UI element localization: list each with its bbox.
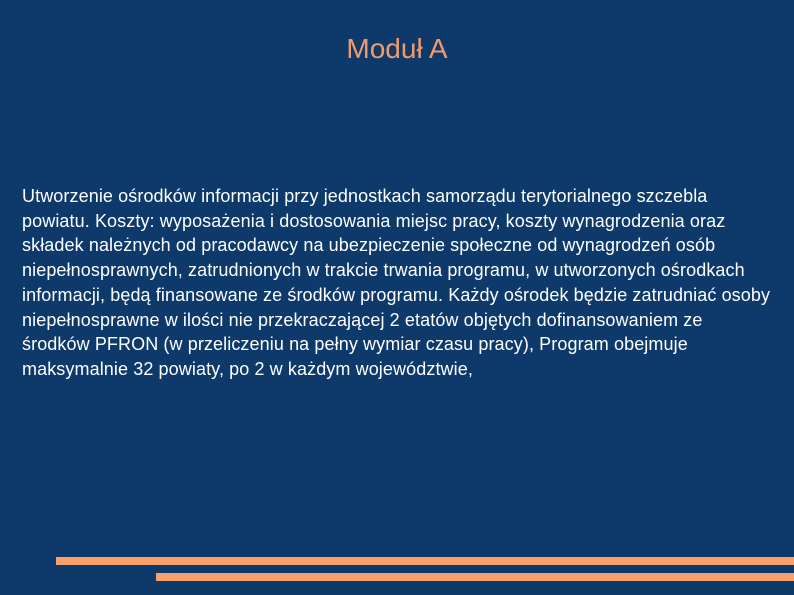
slide-body-text: Utworzenie ośrodków informacji przy jednostkach samorządu terytorialnego szczebla powiatu. Koszty: wyposażenia i dostosowania miejsc pracy, koszty wynagrodzenia oraz składek należnych od pracodawcy na ubezpieczenie społeczne od wynagrodzeń osób niepełnosprawnych, zatrudnionych w trakcie trwania programu, w utworzonych ośrodkach informacji, będą finansowane ze środków programu. Każdy ośrodek będzie zatrudniać osoby niepełnosprawne w ilości nie przekraczającej 2 etatów objętych dofinansowaniem ze środków PFRON (w przeliczeniu na pełny wymiar czasu pracy), Program obejmuje maksymalnie 32 powiaty, po 2 w każdym województwie,: [22, 186, 771, 379]
accent-bar-lower: [156, 573, 794, 581]
accent-bar-upper: [56, 557, 794, 565]
slide-title: Moduł A: [346, 33, 448, 64]
